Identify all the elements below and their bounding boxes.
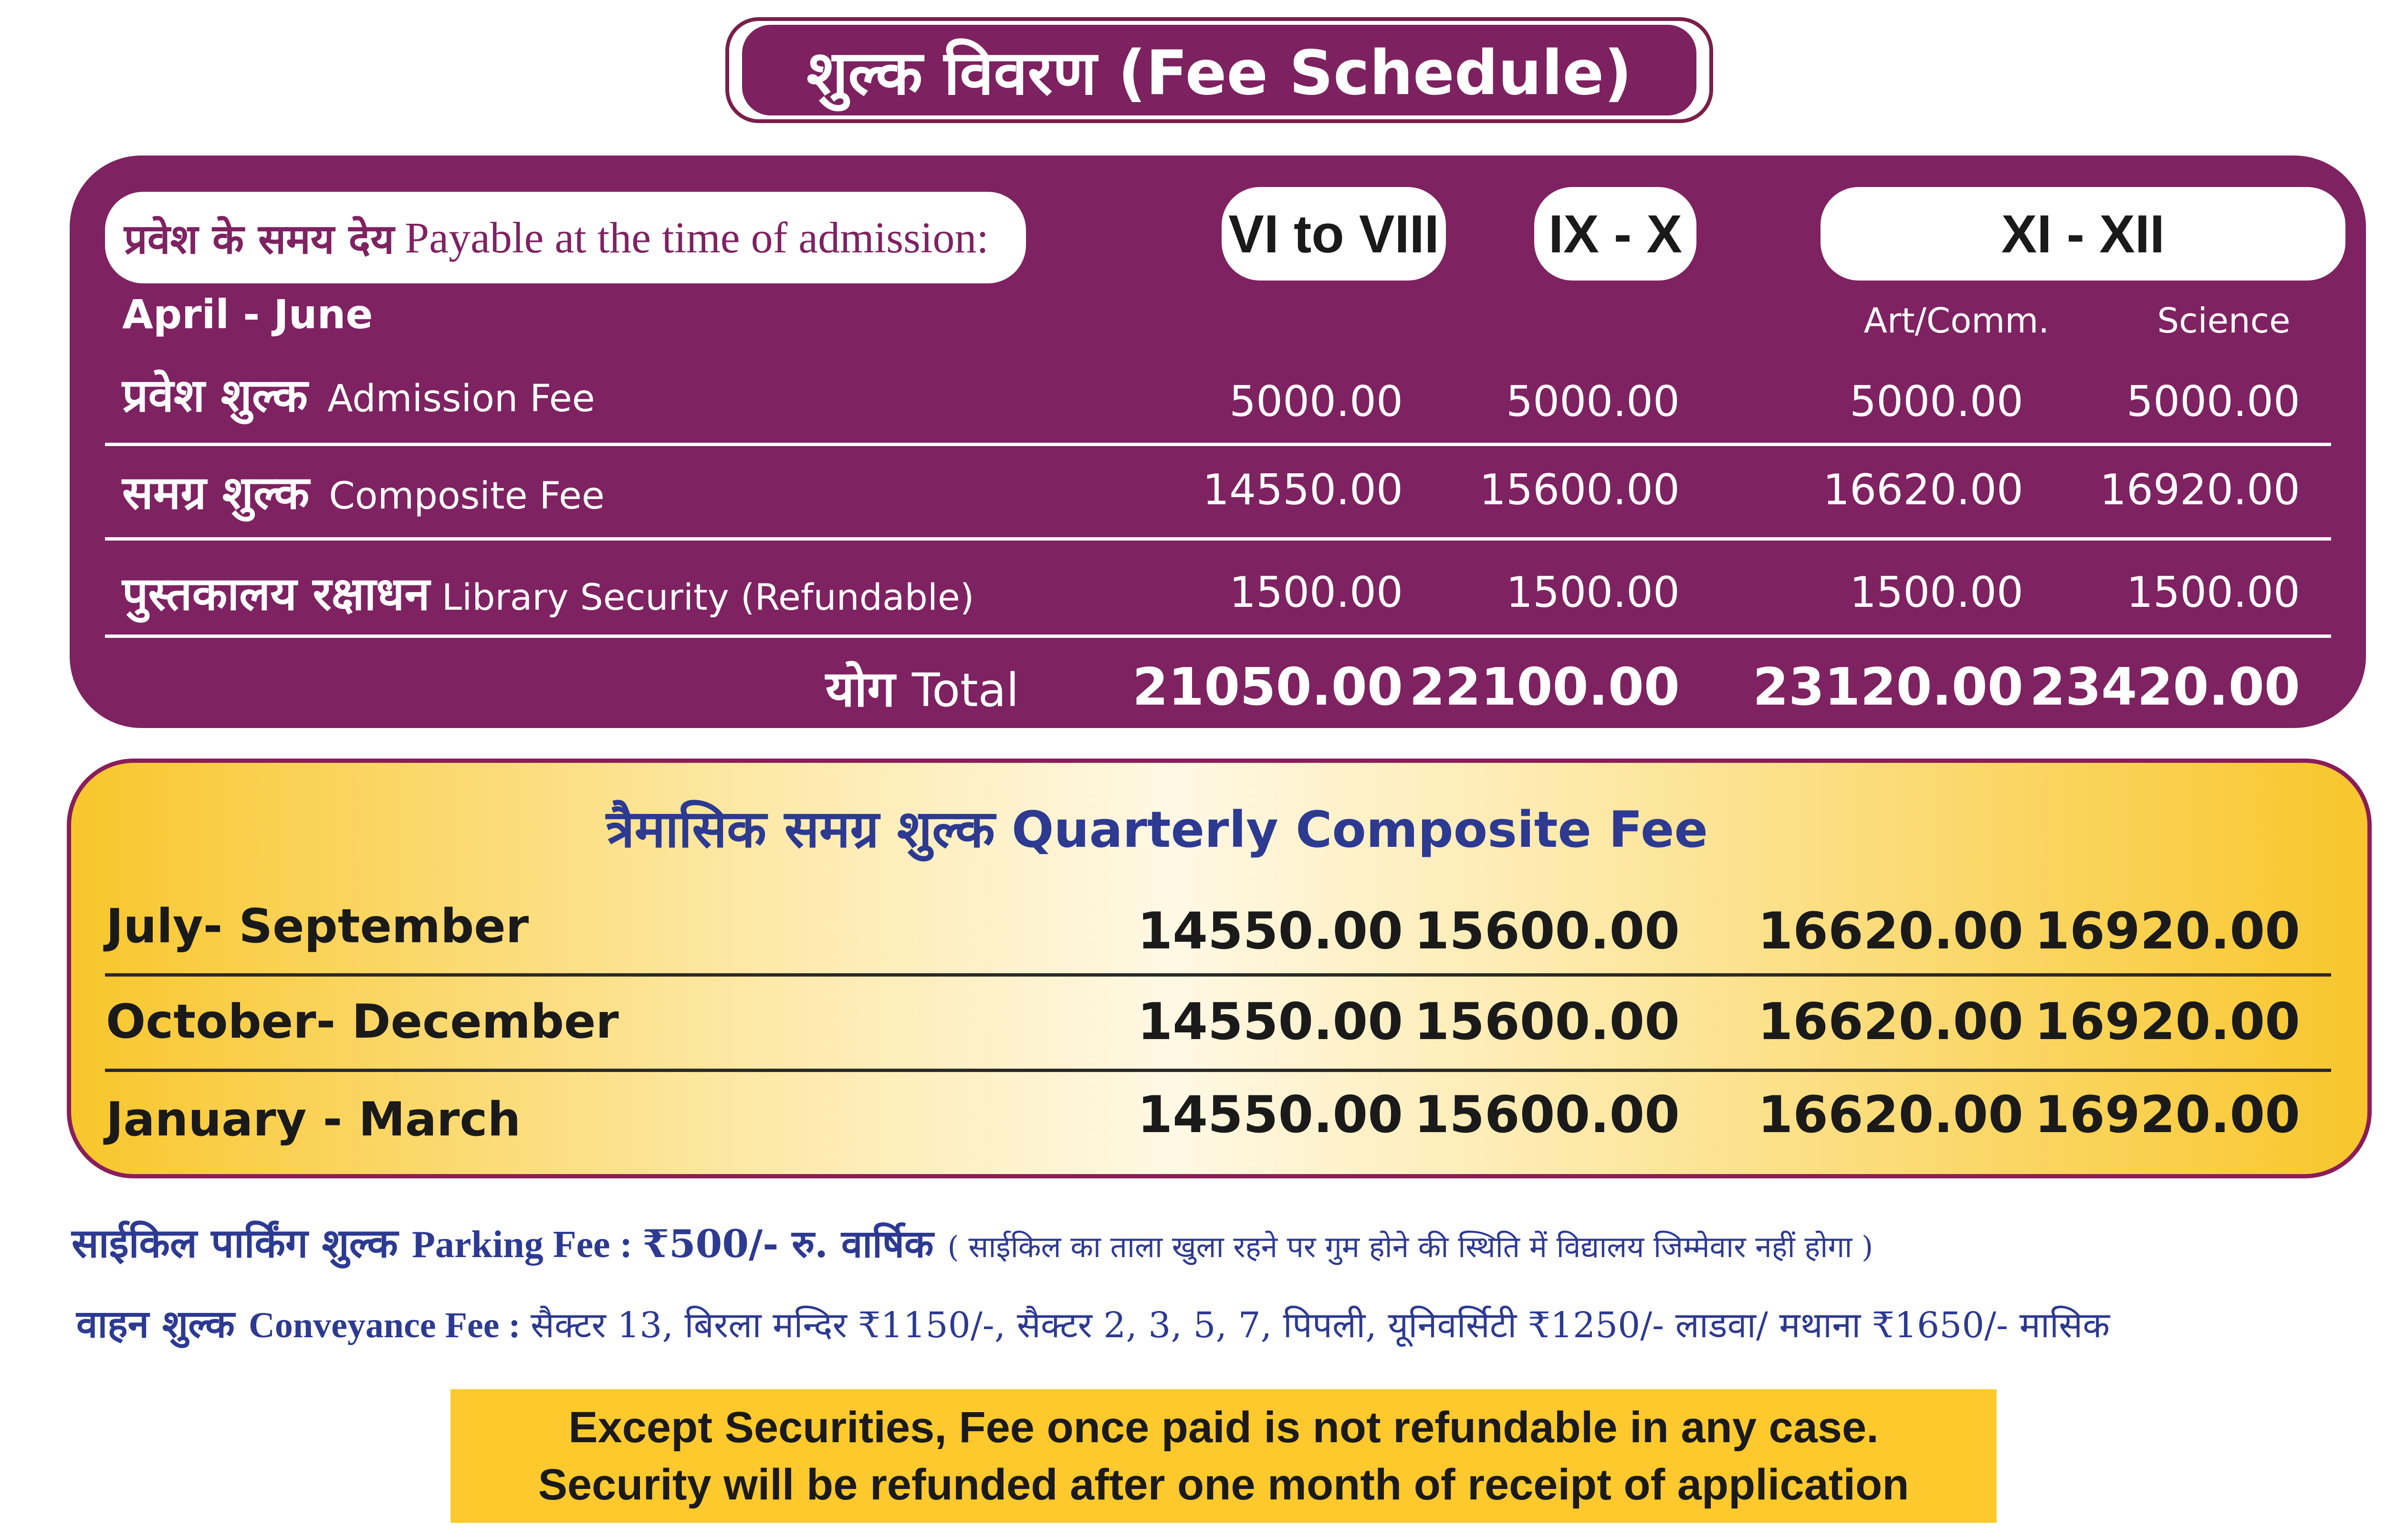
page-title: शुल्क विवरण (Fee Schedule)	[742, 25, 1696, 115]
column-header-xi-xii: XI - XII	[1821, 187, 2345, 281]
conveyance-details: सैक्टर 13, बिरला मन्दिर ₹1150/-, सैक्टर 2, 3, 5, 7, पिपली, यूनिवर्सिटी ₹1250/- लाडवा/ मथाना ₹1650/- मासिक	[530, 1305, 2110, 1346]
total-label	[826, 654, 1019, 721]
composite-fee-ix-x: 15600.00	[1479, 465, 1680, 514]
subcolumn-science: Science	[2157, 301, 2291, 341]
library-security-science: 1500.00	[2126, 568, 2300, 617]
total-art-comm: 23120.00	[1752, 657, 2023, 717]
row-composite-fee-label	[122, 460, 605, 522]
subcolumn-art-comm: Art/Comm.	[1863, 301, 2050, 341]
quarter-label: January - March	[106, 1093, 521, 1147]
quarterly-heading-english: Quarterly Composite Fee	[1012, 801, 1708, 859]
row-library-security-label	[122, 561, 974, 624]
conveyance-fee-line	[76, 1297, 2367, 1349]
row-label-english: Admission Fee	[327, 377, 595, 420]
q3-vi-viii: 14550.00	[1137, 1085, 1403, 1144]
total-vi-viii: 21050.00	[1132, 657, 1403, 717]
row-label-hindi: पुस्तकालय रक्षाधन	[122, 567, 430, 621]
parking-label-english: Parking Fee :	[412, 1224, 633, 1266]
refund-notice-line-1: Except Securities, Fee once paid is not refundable in any case.	[568, 1403, 1879, 1452]
period-label: April - June	[122, 291, 373, 338]
refund-notice-line-2: Security will be refunded after one month of receipt of application	[538, 1460, 1909, 1509]
q3-art-comm: 16620.00	[1758, 1085, 2023, 1144]
conveyance-label-hindi: वाहन शुल्क	[76, 1301, 235, 1346]
q3-ix-x: 15600.00	[1414, 1085, 1680, 1144]
composite-fee-science: 16920.00	[2100, 465, 2300, 514]
row-label-english: Composite Fee	[329, 475, 605, 518]
library-security-ix-x: 1500.00	[1506, 568, 1680, 617]
composite-fee-vi-viii: 14550.00	[1203, 465, 1403, 514]
composite-fee-art-comm: 16620.00	[1823, 465, 2023, 514]
row-label-hindi: प्रवेश शुल्क	[122, 368, 308, 422]
row-divider	[105, 443, 2331, 446]
conveyance-label-english: Conveyance Fee :	[248, 1305, 521, 1345]
parking-label-hindi: साईकिल पार्किंग शुल्क	[72, 1219, 398, 1267]
parking-note: ( साईकिल का ताला खुला रहने पर गुम होने की स्थिति में विद्यालय जिम्मेवार नहीं होगा )	[947, 1229, 1873, 1264]
total-science: 23420.00	[2029, 657, 2300, 717]
quarter-label: July- September	[106, 899, 529, 954]
total-label-hindi: योग	[826, 659, 895, 718]
q2-science: 16920.00	[2034, 992, 2300, 1051]
column-header-ix-x: IX - X	[1534, 187, 1696, 281]
quarterly-heading-hindi: त्रैमासिक समग्र शुल्क	[606, 799, 995, 859]
q1-ix-x: 15600.00	[1414, 902, 1680, 960]
q2-ix-x: 15600.00	[1414, 992, 1680, 1051]
admission-fee-art-comm: 5000.00	[1850, 377, 2023, 426]
row-divider	[105, 635, 2331, 638]
parking-fee-line	[72, 1214, 2362, 1269]
q1-art-comm: 16620.00	[1758, 902, 2023, 960]
q2-art-comm: 16620.00	[1758, 992, 2023, 1051]
q1-science: 16920.00	[2034, 902, 2300, 960]
admission-pill-hindi: प्रवेश के समय देय	[124, 215, 395, 263]
row-label-english: Library Security (Refundable)	[441, 576, 974, 618]
row-admission-fee-label	[122, 363, 595, 425]
row-label-hindi: समग्र शुल्क	[122, 466, 310, 520]
q3-science: 16920.00	[2034, 1085, 2300, 1144]
admission-pill-english: Payable at the time of admission:	[405, 213, 989, 262]
total-ix-x: 22100.00	[1409, 657, 1680, 717]
library-security-vi-viii: 1500.00	[1229, 568, 1403, 617]
quarterly-heading	[606, 792, 1708, 862]
row-divider	[105, 973, 2331, 977]
admission-fee-ix-x: 5000.00	[1506, 377, 1680, 426]
total-label-english: Total	[911, 664, 1019, 717]
q1-vi-viii: 14550.00	[1137, 902, 1403, 960]
column-header-vi-viii: VI to VIII	[1222, 187, 1446, 281]
row-divider	[105, 537, 2331, 541]
refund-notice	[450, 1389, 1997, 1523]
admission-fee-vi-viii: 5000.00	[1229, 377, 1403, 426]
parking-amount: ₹500/- रु. वार्षिक	[642, 1221, 934, 1266]
admission-pill	[105, 192, 1026, 283]
admission-fee-science: 5000.00	[2126, 377, 2300, 426]
quarter-label: October- December	[106, 995, 619, 1049]
q2-vi-viii: 14550.00	[1137, 992, 1403, 1051]
library-security-art-comm: 1500.00	[1850, 568, 2023, 617]
row-divider	[105, 1069, 2331, 1072]
